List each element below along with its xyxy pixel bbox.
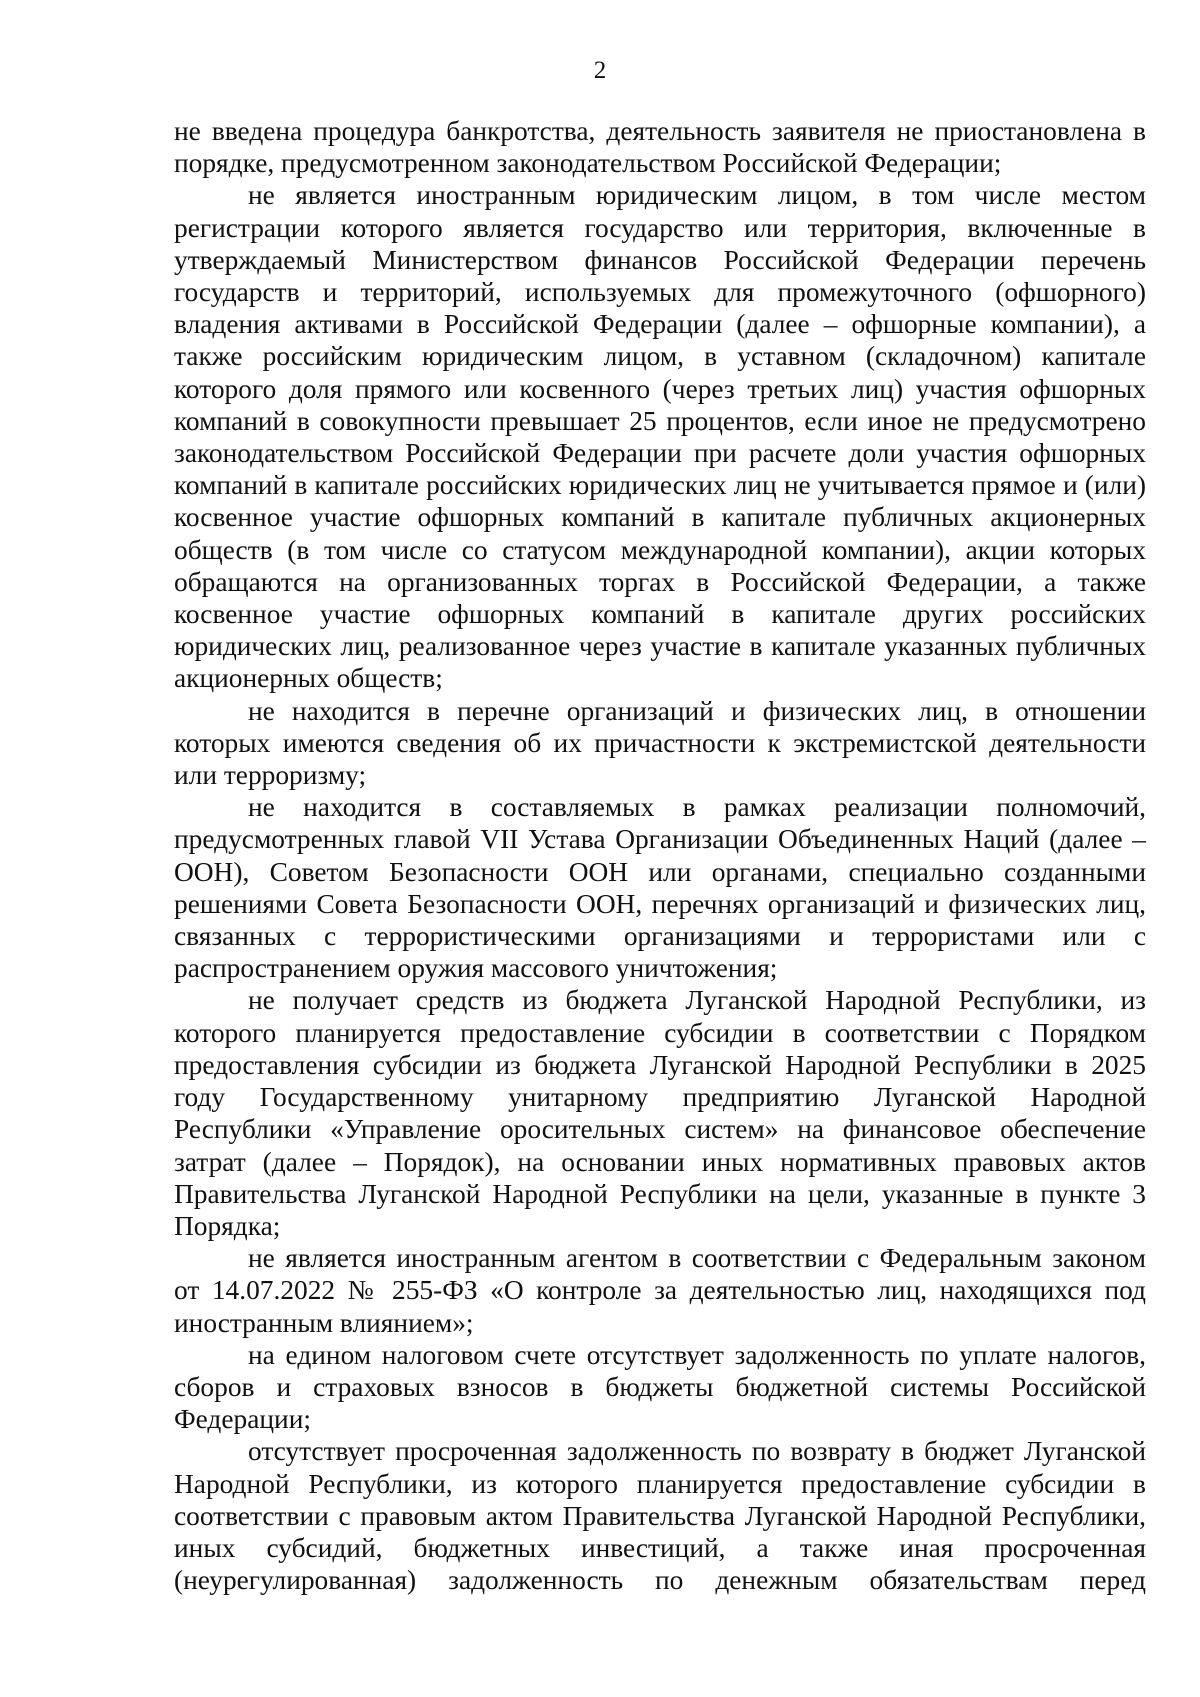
paragraph-tax-debt: на едином налоговом счете отсутствует задолженность по уплате налогов, сборов и страховых взносов в бюджеты бюджетной системы Российской Федерации;	[174, 1339, 1146, 1435]
body-text	[174, 115, 1146, 1596]
paragraph-budget-funds: не получает средств из бюджета Луганской Народной Республики, из которого планируется предоставление субсидии в соответствии с Порядком предоставления субсидии из бюджета Луганской Народной Республики в 2025 году Государственному унитарному предприятию Луганской Народной Республики «Управление оросительных систем» на финансовое обеспечение затрат (далее – Порядок), на основании иных нормативных правовых актов Правительства Луганской Народной Республики на цели, указанные в пункте 3 Порядка;	[174, 985, 1146, 1241]
paragraph-overdue-debt: отсутствует просроченная задолженность по возврату в бюджет Луганской Народной Республики, из которого планируется предоставление субсидии в соответствии с правовым актом Правительства Луганской Народной Республики, иных субсидий, бюджетных инвестиций, а также иная просроченная (неурегулированная) задолженность по денежным обязательствам перед	[174, 1436, 1146, 1596]
paragraph-foreign-agent: не является иностранным агентом в соответствии с Федеральным законом от 14.07.2022 № 255-ФЗ «О контроле за деятельностью лиц, находящихся под иностранным влиянием»;	[174, 1243, 1146, 1338]
page-number: 2	[593, 57, 607, 84]
paragraph-extremism: не находится в перечне организаций и физических лиц, в отношении которых имеются сведения об их причастности к экстремистской деятельности или терроризму;	[174, 695, 1146, 791]
paragraph-offshore: не является иностранным юридическим лицом, в том числе местом регистрации которого является государство или территория, включенные в утверждаемый Министерством финансов Российской Федерации перечень государств и территорий, используемых для промежуточного (офшорного) владения активами в Российской Федерации (далее – офшорные компании), а также российским юридическим лицом, в уставном (складочном) капитале которого доля прямого или косвенного (через третьих лиц) участия офшорных компаний в совокупности превышает 25 процентов, если иное не предусмотрено законодательством Российской Федерации при расчете доли участия офшорных компаний в капитале российских юридических лиц не учитывается прямое и (или) косвенное участие офшорных компаний в капитале публичных акционерных обществ (в том числе со статусом международной компании), акции которых обращаются на организованных торгах в Российской Федерации, а также косвенное участие офшорных компаний в капитале других российских юридических лиц, реализованное через участие в капитале указанных публичных акционерных обществ;	[174, 180, 1146, 694]
paragraph-bankruptcy: не введена процедура банкротства, деятельность заявителя не приостановлена в порядке, предусмотренном законодательством Российской Федерации;	[174, 116, 1146, 179]
paragraph-un-lists: не находится в составляемых в рамках реализации полномочий, предусмотренных главой VII Устава Организации Объединенных Наций (далее – ООН), Советом Безопасности ООН или органами, специально созданными решениями Совета Безопасности ООН, перечнях организаций и физических лиц, связанных с террористическими организациями и террористами или с распространением оружия массового уничтожения;	[174, 792, 1146, 984]
